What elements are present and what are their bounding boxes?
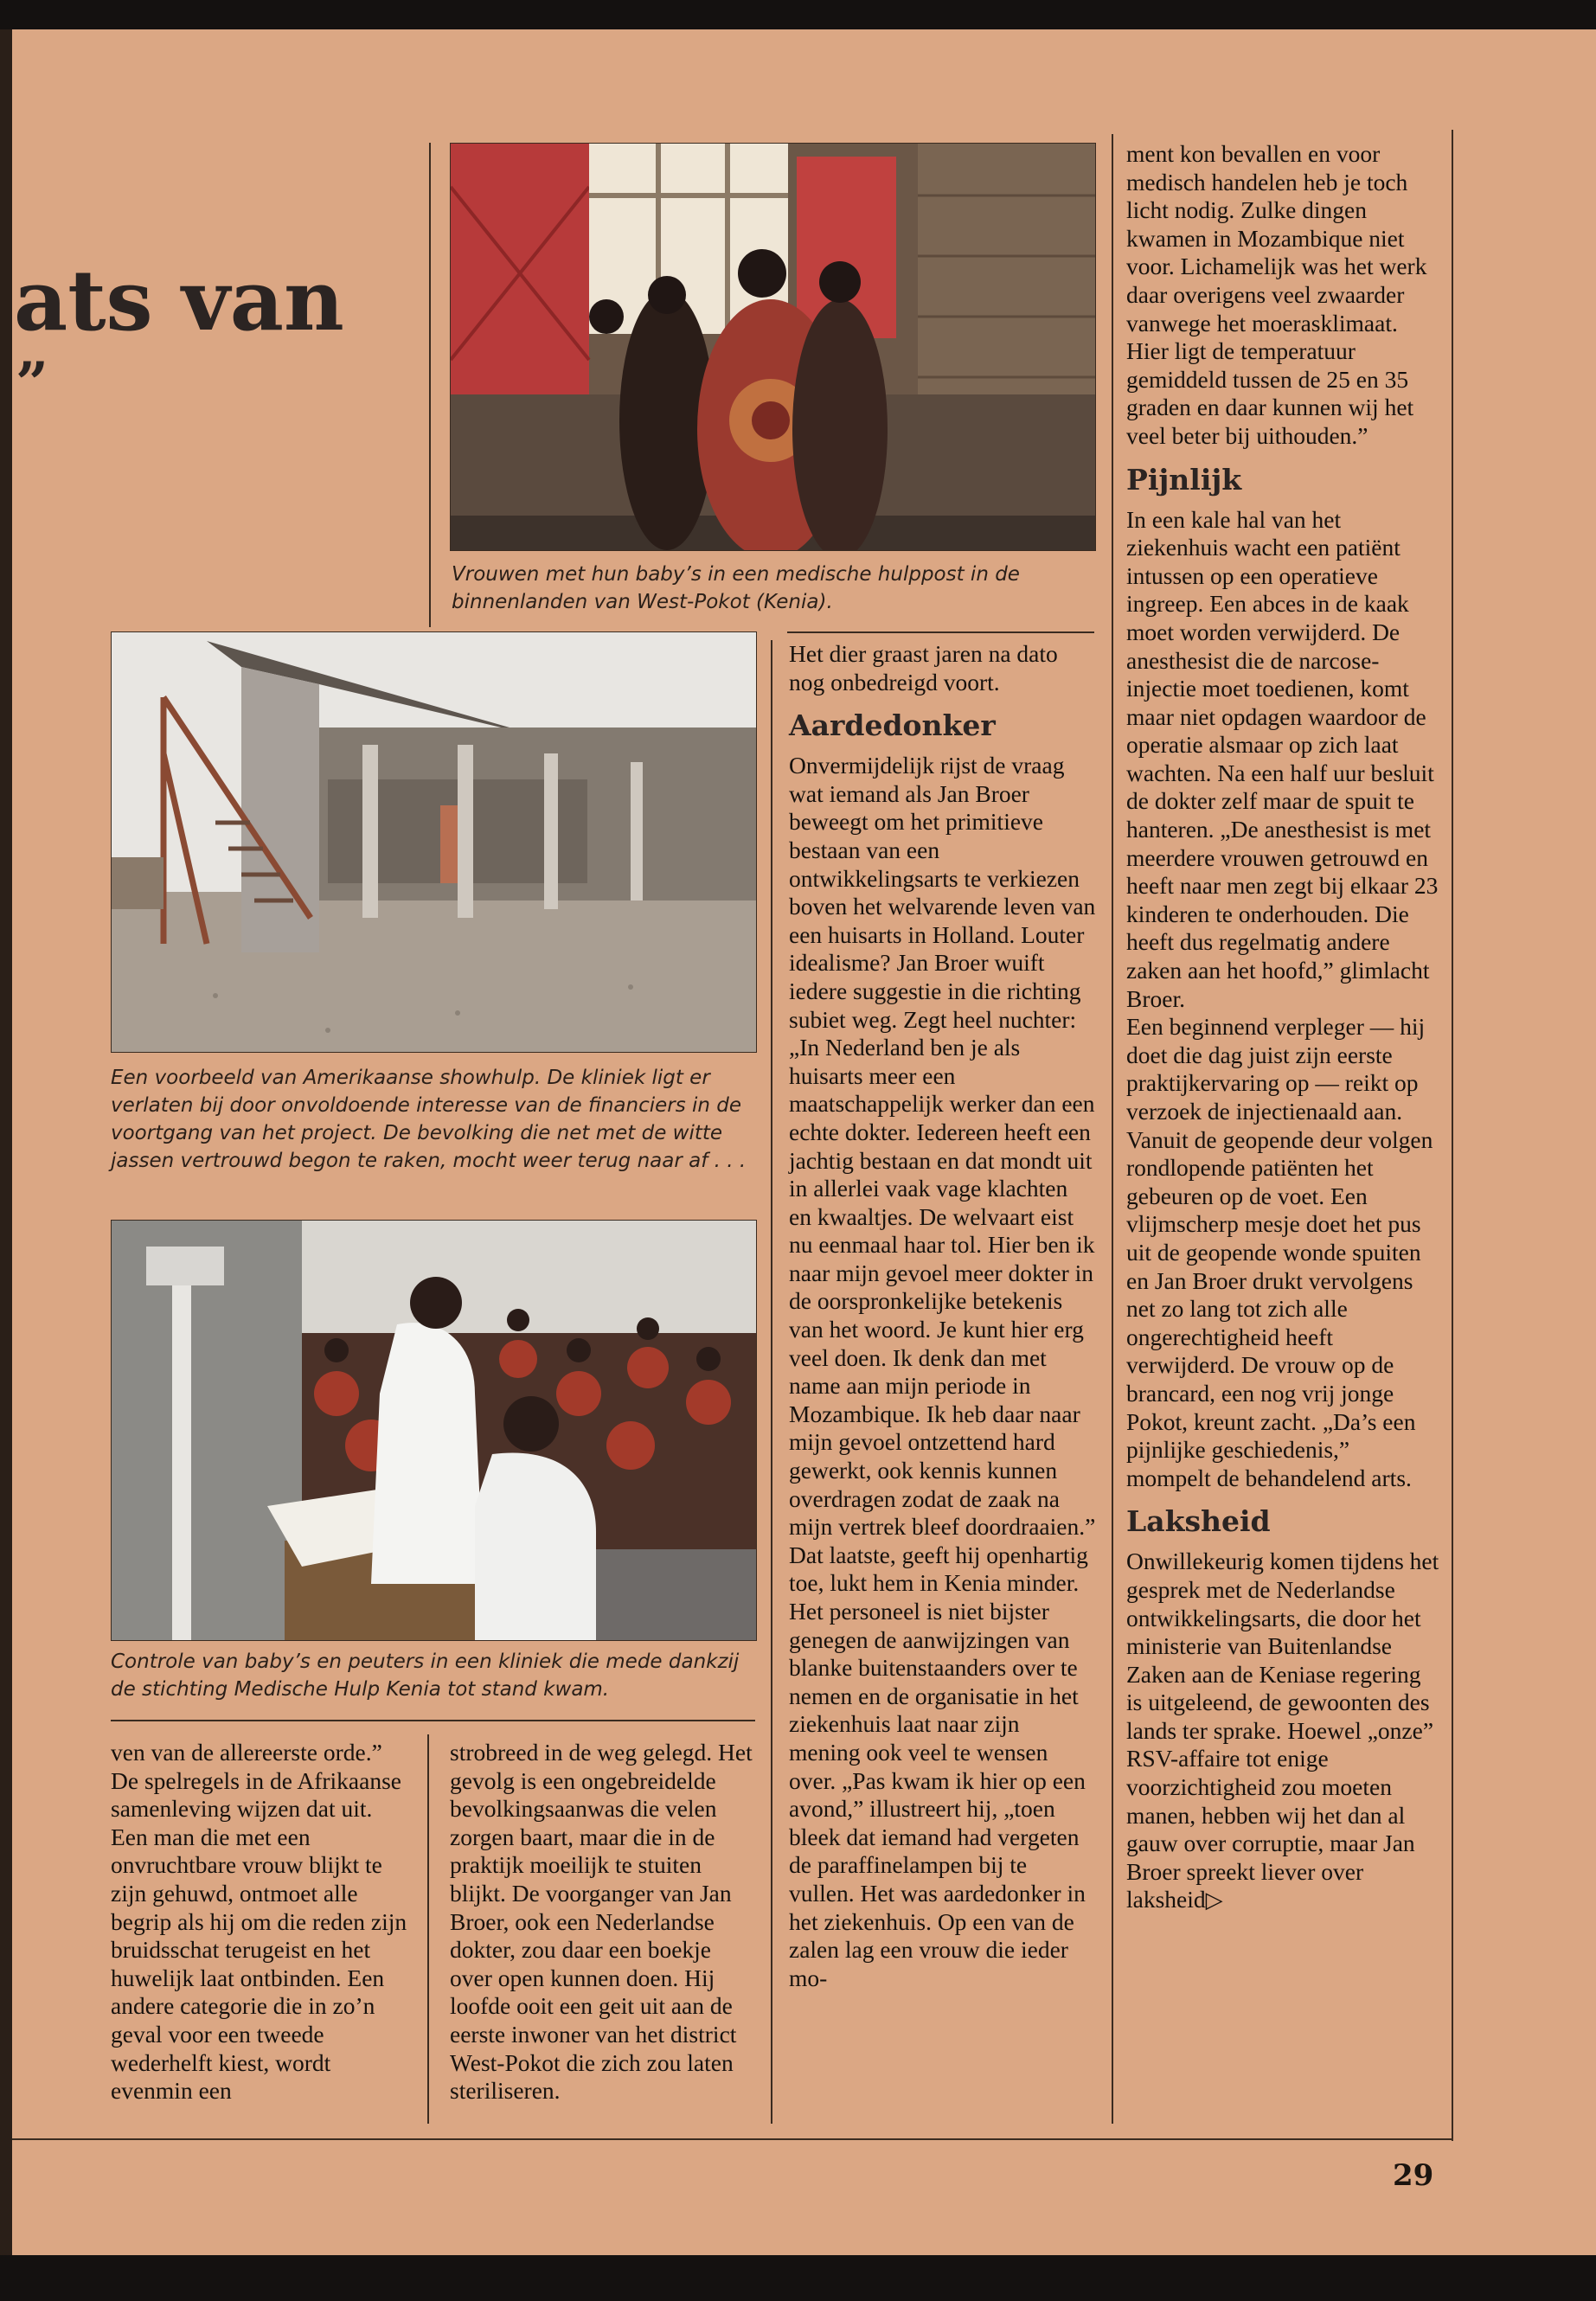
photo-baby-checkup [111,1220,757,1641]
text-column-2 [450,1739,753,2106]
right-frame-rule [1452,130,1453,2141]
col4-paragraph-4 [1126,1548,1439,1915]
caption-rule-3 [111,1720,755,1721]
column-rule-2 [427,1734,429,2124]
heading-aardedonker: Aardedonker [789,708,996,743]
col2-paragraph-1: strobreed in de weg gelegd. Het gevolg is een ongebreidelde bevolkingsaanwas die velen zorgen baart, maar die in de praktijk moeilijk te stuiten blijkt. De voorganger van Jan Broer, ook een Nederlandse dokter, zou daar een boekje over open kunnen doen. Hij loofde ooit een geit uit aan de eerste inwoner van het district West-Pokot die zich zou laten steriliseren. [450,1739,753,2105]
text-column-3 [789,640,1096,1992]
photo-women-clinic-window [450,143,1096,551]
text-column-4 [1126,140,1439,1915]
continue-arrow-icon: ▷ [1205,1888,1223,1913]
photo-abandoned-clinic [111,631,757,1053]
col3-paragraph-1: Het dier graast jaren na dato nog onbedreigd voort. [789,640,1058,695]
column-rule-3 [771,640,772,2124]
page-number: 29 [1393,2158,1434,2193]
col3-paragraph-2: Onvermijdelijk rijst de vraag wat iemand als Jan Broer beweegt om het primitieve bestaan van een ontwikkelingsarts te verkiezen boven het welvarende leven van een huisarts in Holland. Louter idealisme? Jan Broer wuift iedere suggestie in die richting subiet weg. Zegt heel nuchter: „In Nederland ben je als huisarts meer een maatschappelijk werker dan een echte dokter. Iedereen heeft een jachtig bestaan en dat mondt uit in allerlei vaak vage klachten en kwaaltjes. De welvaart eist nu eenmaal haar tol. Hier ben ik naar mijn gevoel meer dokter in de oorspronkelijke betekenis van het woord. Je kunt hier erg veel doen. Ik denk dan met name aan mijn periode in Mozambique. Ik heb daar naar mijn gevoel ontzettend hard gewerkt, ook kennis kunnen overdragen zodat de zaak na mijn vertrek bleef doordraaien.” [789,752,1096,1541]
bottom-scan-edge [0,2255,1596,2301]
heading-laksheid: Laksheid [1126,1504,1271,1539]
col4-paragraph-1: ment kon bevallen en voor medisch handelen heb je toch licht nodig. Zulke dingen kwamen in Mozambique niet voor. Lichamelijk was het werk daar overigens veel zwaarder vanwege het moerasklimaat. Hier ligt de temperatuur gemiddeld tussen de 25 en 35 graden en daar kunnen wij het veel beter bij uithouden.” [1126,140,1427,449]
top-scan-edge [0,0,1596,29]
caption-rule-1 [787,631,1094,633]
heading-pijnlijk: Pijnlijk [1126,462,1242,497]
col1-paragraph-2: De spelregels in de Afrikaanse samenleving wijzen dat uit. Een man die met een onvruchtbare vrouw blijkt te zijn gehuwd, ontmoet alle begrip als hij om die reden zijn bruidsschat terugeist en het huwelijk laat ontbinden. Een andere categorie die in zo’n geval voor een tweede wederhelft kiest, wordt evenmin een [111,1766,407,2105]
col4-paragraph-4-text: Onwillekeurig komen tijdens het gesprek met de Nederlandse ontwikkelingsarts, die door het ministerie van Buitenlandse Zaken aan de Keniase regering is uitgeleend, de gewoonten des lands ter sprake. Hoewel „onze” RSV-affaire tot enige voorzichtigheid zou moeten manen, hebben wij het dan al gauw over corruptie, maar Jan Broer spreekt liever over laksheid [1126,1548,1439,1913]
caption-photo-3: Controle van baby’s en peuters in een kliniek die mede dankzij de stichting Medische Hulp Kenia tot stand kwam. [111,1650,740,1701]
text-column-1 [111,1739,413,2106]
col1-paragraph-1: ven van de allereerste orde.” [111,1739,382,1766]
caption-photo-2: Een voorbeeld van Amerikaanse showhulp. De kliniek ligt er verlaten bij door onvoldoende interesse van de financiers in de voortgang van het project. De bevolking die net met de witte jassen vertrouwd begon te raken, mocht weer terug naar af . . . [111,1067,747,1172]
headline: ats van [14,252,344,349]
col4-paragraph-2: In een kale hal van het ziekenhuis wacht een patiënt intussen op een operatieve ingreep. Een abces in de kaak moet worden verwijderd. De anesthesist die de narcose-injectie moet toedienen, komt maar niet opdagen waardoor de operatie alsmaar op zich laat wachten. Na een half uur besluit de dokter zelf maar de spuit te hanteren. „De anesthesist is met meerdere vrouwen getrouwd en heeft naar men zegt bij elkaar 23 kinderen te onderhouden. Die heeft dus regelmatig andere zaken aan het hoofd,” glimlacht Broer. [1126,505,1439,1012]
column-rule-4 [1112,134,1113,2124]
col3-paragraph-3: Dat laatste, geeft hij openhartig toe, lukt hem in Kenia minder. Het personeel is niet bijster genegen de aanwijzingen van blanke buitenstaanders over te nemen en de organisatie in het ziekenhuis laat naar zijn mening ook veel te wensen over. „Pas kwam ik hier op een avond,” illustreert hij, „toen bleek dat iemand had vergeten de paraffinelampen bij te vullen. Het was aardedonker in het ziekenhuis. Op een van de zalen lag een vrouw die ieder mo- [789,1541,1088,1991]
headline-quote: ” [16,349,48,417]
bottom-rule [12,2138,1452,2140]
left-scan-edge [0,29,12,2255]
caption-photo-1: Vrouwen met hun baby’s in een medische hulppost in de binnenlanden van West-Pokot (Kenia). [452,563,1020,613]
col4-paragraph-3: Een beginnend verpleger — hij doet die dag juist zijn eerste praktijkervaring op — reikt op verzoek de injectienaald aan. Vanuit de geopende deur volgen rondlopende patiënten het gebeuren op de voet. Een vlijmscherp mesje doet het pus uit de geopende wonde spuiten en Jan Broer drukt vervolgens net zo lang tot zich alle ongerechtigheid heeft verwijderd. De vrouw op de brancard, een nog vrij jonge Pokot, kreunt zacht. „Da’s een pijnlijke geschiedenis,” mompelt de behandelend arts. [1126,1013,1433,1491]
column-rule-1 [429,143,431,627]
